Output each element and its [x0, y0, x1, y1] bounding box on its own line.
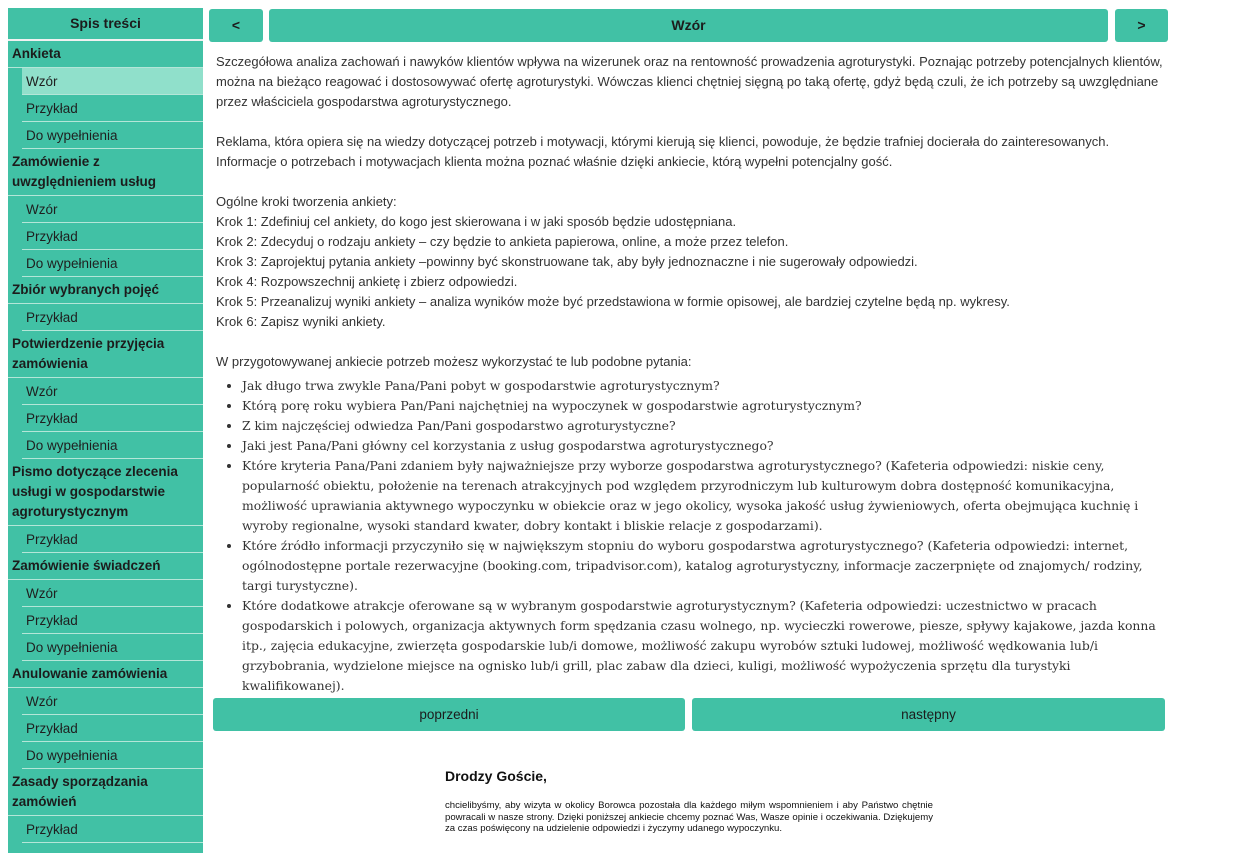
question-item: • Które kryteria Pana/Pani zdaniem były najważniejsze przy wyborze gospodarstwa agroturystycznego? (Kafeteria odpowiedzi: niskie ceny, popularność obiektu, położenie na terenach atrakcyjnych pod względem przyrodniczym lub kulturowym dobra dostępność komunikacyjna, możliwość uprawiania aktywnego wypoczynku w obiekcie oraz w jego okolicy, wysoka jakość usług żywieniowych, oferta obejmująca kuchnię i wyroby regionalne, wysoki standard kwater, dobry kontakt i bliskie relacje z gospodarzami). [242, 456, 1166, 536]
question-item: • Które źródło informacji przyczyniło się w największym stopniu do wyboru gospodarstwa agroturystycznego? (Kafeteria odpowiedzi: internet, ogólnodostępne portale rezerwacyjne (booking.com, tripadvisor.com), katalog agroturystyczny, informacje zaczerpnięte od znajomych/ rodziny, targi turystyczne). [242, 536, 1166, 596]
question-item: • Które dodatkowe atrakcje oferowane są w wybranym gospodarstwie agroturystycznym? (Kafeteria odpowiedzi: uczestnictwo w pracach gospodarskich i polowych, organizacja aktywnych form spędzania czasu wolnego, np. wycieczki rowerowe, piesze, spływy kajakowe, jazda konna itp., zajęcia edukacyjne, zwierzęta gospodarskie lub/i domowe, możliwość zakupu wyrobów sztuki ludowej, możliwość wędkowania lub/i grzybobrania, wydzielone miejsce na ognisko lub/i grill, plac zabaw dla dzieci, kuligi, możliwość wypożyczenia sprzętu dla turystyki kwalifikowanej). [242, 596, 1166, 696]
questions-list [216, 376, 1166, 696]
toc-item[interactable]: Wzór [22, 196, 203, 223]
step-line: Krok 3: Zaprojektuj pytania ankiety –powinny być skonstruowane tak, aby były jednoznaczne i nie sugerowały odpowiedzi. [216, 254, 918, 269]
toc-section-title[interactable]: Potwierdzenie przyjęcia zamówienia [8, 331, 203, 378]
toc-section-title[interactable]: Zamówienie świadczeń [8, 553, 203, 580]
question-item: • Którą porę roku wybiera Pan/Pani najchętniej na wypoczynek w gospodarstwie agroturystycznym? [242, 396, 1166, 416]
toc-section-title[interactable]: Ankieta [8, 41, 203, 68]
question-item: • Jak długo trwa zwykle Pana/Pani pobyt w gospodarstwie agroturystycznym? [242, 376, 1166, 396]
survey-letter-preview [445, 768, 933, 835]
step-line: Krok 6: Zapisz wyniki ankiety. [216, 314, 386, 329]
toc-section-title[interactable]: Zamówienie z uwzględnieniem usług [8, 149, 203, 196]
next-button[interactable]: następny [692, 698, 1165, 731]
questions-intro: W przygotowywanej ankiecie potrzeb możesz wykorzystać te lub podobne pytania: [216, 354, 692, 369]
toc-item[interactable]: Przykład [22, 304, 203, 331]
advertising-paragraph: Reklama, która opiera się na wiedzy dotyczącej potrzeb i motywacji, którymi kierują się klienci, powoduje, że będzie trafniej docierała do zainteresowanych. Informacje o potrzebach i motywacjach klienta można poznać właśnie dzięki ankiecie, którą wypełni potencjalny gość. [216, 134, 1110, 169]
toc-item[interactable]: Do wypełnienia [22, 634, 203, 661]
toc-item[interactable]: Wzór [22, 580, 203, 607]
toc-section-title[interactable]: Zbiór wybranych pojęć [8, 277, 203, 304]
question-item: • Jaki jest Pana/Pani główny cel korzystania z usług gospodarstwa agroturystycznego? [242, 436, 1166, 456]
toc-title: Spis treści [8, 8, 203, 41]
prev-page-button[interactable]: < [209, 9, 263, 42]
toc-item[interactable]: Przykład [22, 405, 203, 432]
steps-title: Ogólne kroki tworzenia ankiety: [216, 194, 397, 209]
letter-greeting: Drodzy Goście, [445, 768, 547, 784]
intro-paragraph: Szczegółowa analiza zachowań i nawyków klientów wpływa na wizerunek oraz na rentowność prowadzenia agroturystyki. Poznając potrzeby potencjalnych klientów, można na bieżąco reagować i dostosowywać ofertę agroturystyki. Wówczas klienci chętniej sięgną po taką ofertę, gdyż będą czuli, że ich potrzeby są uwzględniane przez właściciela gospodarstwa agroturystycznego. [216, 54, 1163, 109]
question-item: • Z kim najczęściej odwiedza Pan/Pani gospodarstwo agroturystyczne? [242, 416, 1166, 436]
toc-item[interactable]: Do wypełnienia [22, 122, 203, 149]
toc-item[interactable]: Wzór [22, 378, 203, 405]
toc-item[interactable]: Do wypełnienia [22, 742, 203, 769]
toc-item[interactable]: Przykład [22, 223, 203, 250]
step-line: Krok 5: Przeanalizuj wyniki ankiety – analiza wyników może być przedstawiona w formie opisowej, ale bardziej czytelne będą np. wykresy. [216, 294, 1010, 309]
toc-section-title[interactable]: Pismo dotyczące zlecenia usługi w gospodarstwie agroturystycznym [8, 459, 203, 526]
page-title: Wzór [269, 9, 1108, 42]
toc-section-title[interactable]: Anulowanie zamówienia [8, 661, 203, 688]
step-line: Krok 2: Zdecyduj o rodzaju ankiety – czy będzie to ankieta papierowa, online, a może przez telefon. [216, 234, 789, 249]
toc-item[interactable]: Przykład [22, 607, 203, 634]
toc-item[interactable]: Wzór [22, 688, 203, 715]
step-line: Krok 1: Zdefiniuj cel ankiety, do kogo jest skierowana i w jaki sposób będzie udostępniana. [216, 214, 737, 229]
toc-item[interactable]: Przykład [22, 715, 203, 742]
toc-item[interactable]: Przykład [22, 95, 203, 122]
previous-button[interactable]: poprzedni [213, 698, 685, 731]
toc-section-title[interactable]: Zasady sporządzania zamówień [8, 769, 203, 816]
toc-item[interactable]: Przykład [22, 526, 203, 553]
table-of-contents [8, 8, 203, 853]
steps-list [216, 212, 1166, 332]
letter-body: chcielibyśmy, aby wizyta w okolicy Borowca pozostała dla każdego miłym wspomnieniem i aby Państwo chętnie powracali w nasze strony. Dzięki poniższej ankiecie chcemy poznać Was, Wasze opinie i oczekiwania. Dziękujemy za czas poświęcony na udzielenie odpowiedzi i życzymy udanego wypoczynku. [445, 800, 933, 834]
toc-item[interactable]: Do wypełnienia [22, 432, 203, 459]
main-content [216, 52, 1166, 696]
toc-sections [8, 41, 203, 843]
toc-item[interactable]: Do wypełnienia [22, 250, 203, 277]
toc-item[interactable]: Przykład [22, 816, 203, 843]
next-page-button[interactable]: > [1115, 9, 1168, 42]
toc-item[interactable]: Wzór [22, 68, 203, 95]
step-line: Krok 4: Rozpowszechnij ankietę i zbierz odpowiedzi. [216, 274, 518, 289]
